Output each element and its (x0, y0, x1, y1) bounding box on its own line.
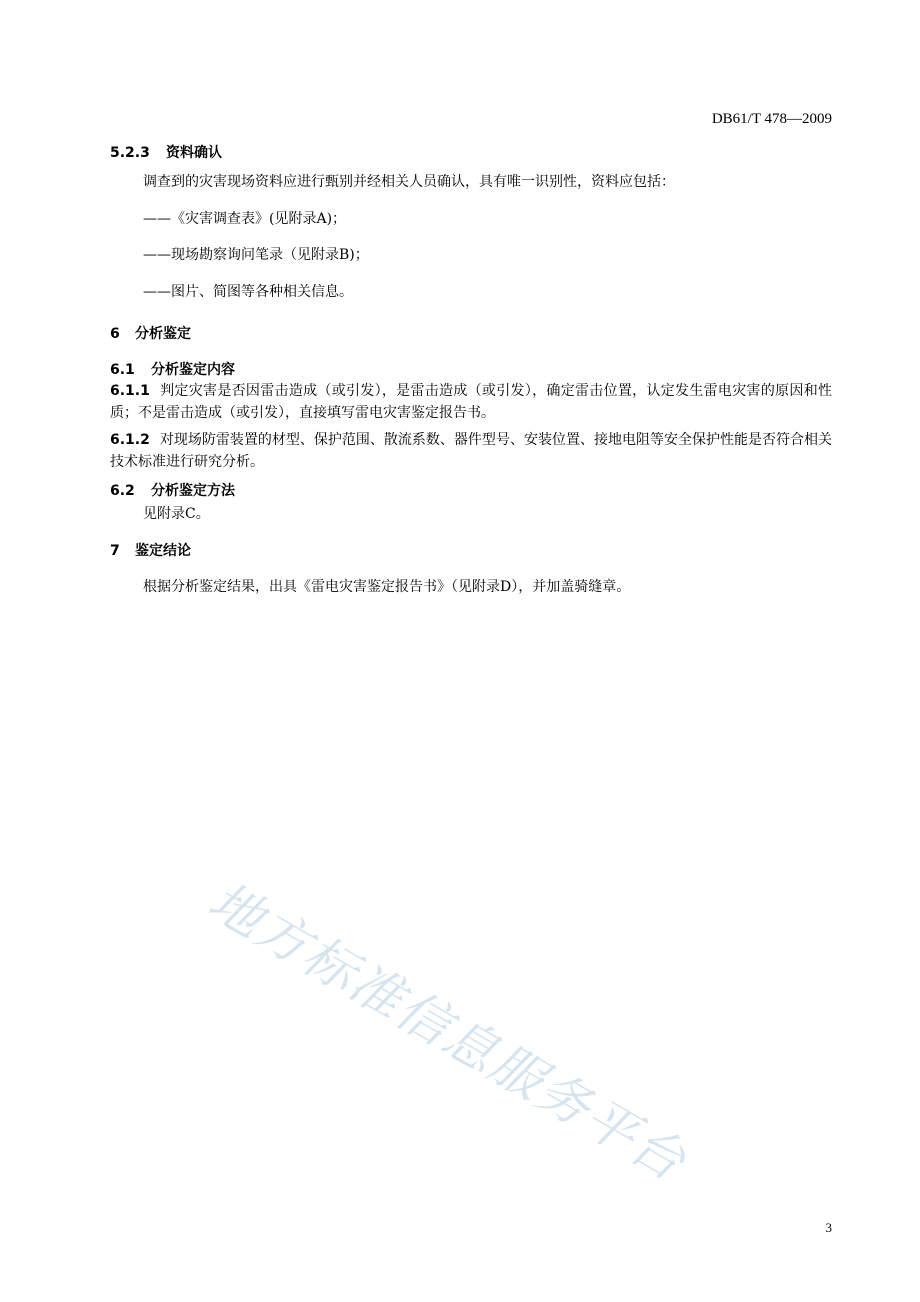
section-6-heading (110, 323, 191, 343)
section-title: 分析鉴定内容 (151, 362, 235, 378)
clause-6-1-2 (110, 429, 832, 473)
page-number: 3 (825, 1220, 832, 1235)
section-6-2-heading (110, 480, 235, 500)
standard-code: DB61/T 478—2009 (711, 111, 832, 127)
section-title: 资料确认 (166, 145, 222, 161)
clause-6-1-1 (110, 380, 832, 424)
clause-number: 6.1.2 (110, 432, 150, 448)
section-title: 分析鉴定方法 (151, 483, 235, 499)
section-5-2-3-heading (110, 142, 222, 162)
section-7-text: 根据分析鉴定结果，出具《雷电灾害鉴定报告书》（见附录D），并加盖骑缝章。 (143, 579, 631, 595)
section-number: 6.2 (110, 483, 135, 499)
clause-text: 对现场防雷装置的材型、保护范围、散流系数、器件型号、安装位置、接地电阻等安全保护性能是否符合相关技术标准进行研究分析。 (110, 432, 832, 470)
section-7-heading (110, 540, 191, 560)
section-number: 6.1 (110, 362, 135, 378)
section-6-1-heading (110, 359, 235, 379)
clause-text: 判定灾害是否因雷击造成（或引发），是雷击造成（或引发），确定雷击位置，认定发生雷电灾害的原因和性质；不是雷击造成（或引发），直接填写雷电灾害鉴定报告书。 (110, 383, 832, 421)
section-6-2-text: 见附录C。 (143, 506, 210, 522)
section-number: 5.2.3 (110, 145, 150, 161)
list-item: ——图片、简图等各种相关信息。 (143, 284, 353, 300)
section-title: 分析鉴定 (135, 326, 191, 342)
watermark: 地方标准信息服务平台 (198, 871, 697, 1194)
list-item: ——现场勘察询问笔录（见附录B)； (143, 247, 369, 263)
section-5-2-3-intro: 调查到的灾害现场资料应进行甄别并经相关人员确认，具有唯一识别性，资料应包括： (143, 174, 675, 190)
clause-number: 6.1.1 (110, 383, 150, 399)
section-number: 6 (110, 326, 120, 342)
section-title: 鉴定结论 (135, 543, 191, 559)
section-number: 7 (110, 543, 120, 559)
list-item: ——《灾害调查表》(见附录A)； (143, 211, 347, 227)
